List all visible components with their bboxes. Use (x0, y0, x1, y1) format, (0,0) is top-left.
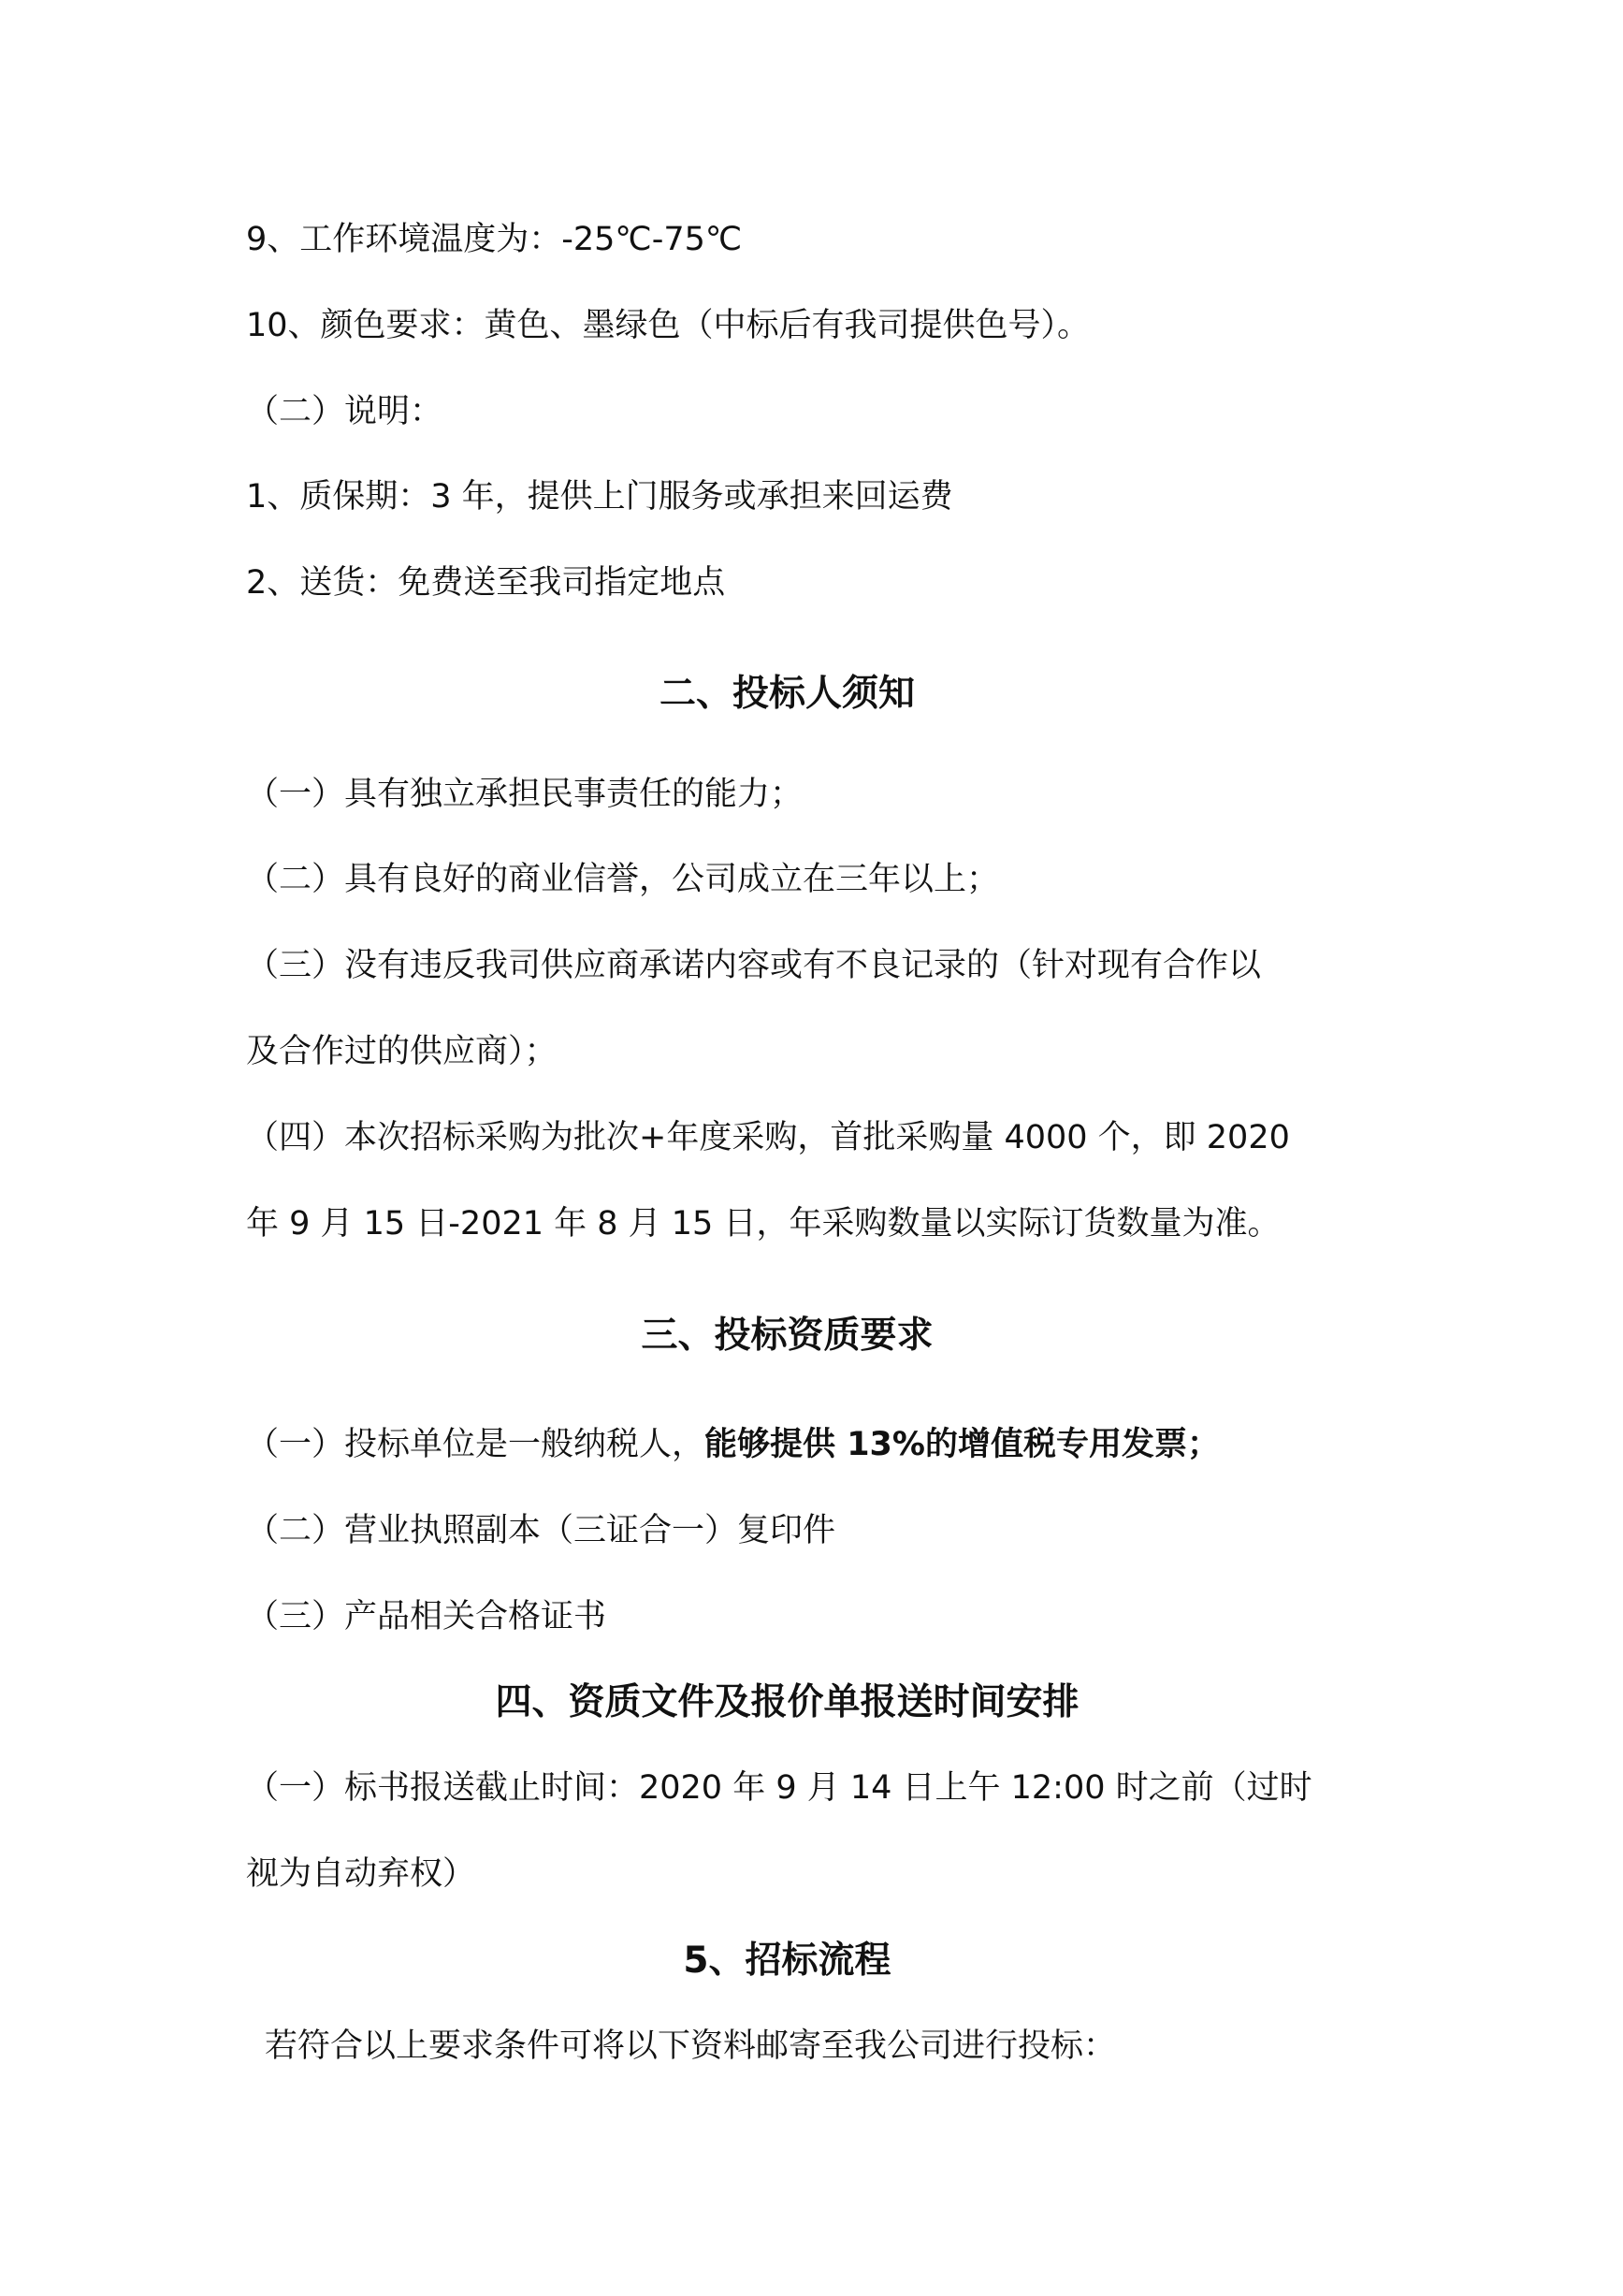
section-2-item-2: （二）具有良好的商业信誉，公司成立在三年以上； (246, 861, 1000, 898)
notes-item-1: 1、质保期：3 年，提供上门服务或承担来回运费 (246, 478, 953, 516)
section-3-item-1-bold-text: 能够提供 13%的增值税专用发票； (704, 1426, 1220, 1463)
section-4-heading: 四、资质文件及报价单报送时间安排 (495, 1681, 1080, 1723)
spec-item-10: 10、颜色要求：黄色、墨绿色（中标后有我司提供色号）。 (246, 307, 1091, 344)
section-5-heading: 5、招标流程 (683, 1940, 891, 1982)
section-5-intro: 若符合以上要求条件可将以下资料邮寄至我公司进行投标： (265, 2027, 1117, 2065)
section-2-item-3-line-1: （三）没有违反我司供应商承诺内容或有不良记录的（针对现有合作以 (246, 947, 1262, 984)
section-3-item-1 (246, 1422, 1220, 1467)
section-2-heading: 二、投标人须知 (659, 673, 915, 715)
section-2-item-1: （一）具有独立承担民事责任的能力； (246, 776, 804, 813)
section-2-item-4-line-1: （四）本次招标采购为批次+年度采购，首批采购量 4000 个，即 2020 (246, 1119, 1290, 1156)
notes-title: （二）说明： (246, 393, 443, 430)
section-2-item-4-line-2: 年 9 月 15 日-2021 年 8 月 15 日，年采购数量以实际订货数量为准。 (246, 1205, 1281, 1242)
section-3-item-2: （二）营业执照副本（三证合一）复印件 (246, 1512, 836, 1549)
section-4-item-1-line-2: 视为自动弃权） (246, 1855, 476, 1893)
section-3-item-3: （三）产品相关合格证书 (246, 1598, 607, 1635)
spec-item-9: 9、工作环境温度为：-25℃-75℃ (246, 221, 743, 258)
notes-item-2: 2、送货：免费送至我司指定地点 (246, 564, 726, 602)
section-3-heading: 三、投标资质要求 (641, 1315, 934, 1357)
section-3-item-1-text: （一）投标单位是一般纳税人， (246, 1426, 705, 1463)
section-4-item-1-line-1: （一）标书报送截止时间：2020 年 9 月 14 日上午 12:00 时之前（过时 (246, 1769, 1312, 1807)
section-2-item-3-line-2: 及合作过的供应商）； (246, 1033, 558, 1070)
